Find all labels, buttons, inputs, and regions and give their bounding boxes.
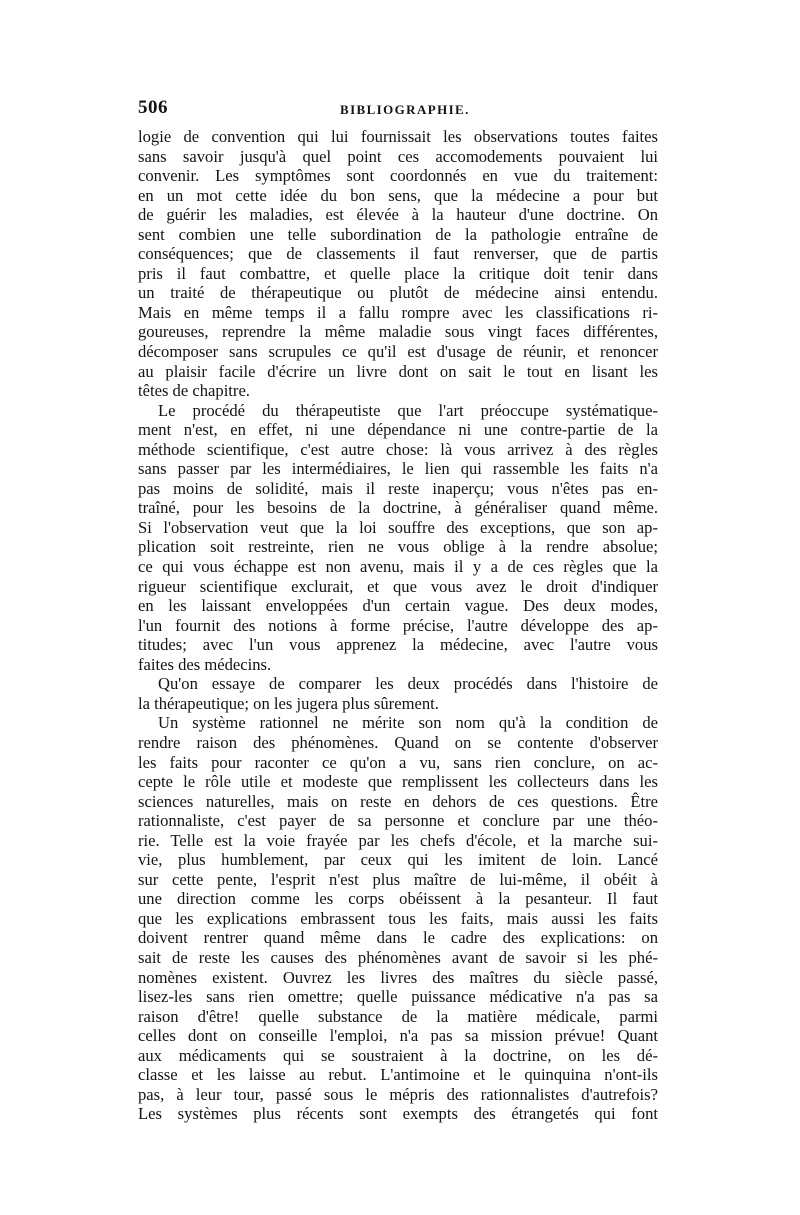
running-head: BIBLIOGRAPHIE.: [340, 102, 470, 117]
text-line: sur cette pente, l'esprit n'est plus maître de lui-même, il obéit à: [138, 869, 658, 889]
text-line: doivent rentrer quand même dans le cadre des explications: on: [138, 928, 658, 948]
text-line: sciences naturelles, mais on reste en dehors de ces questions. Être: [138, 791, 658, 811]
text-line: classe et les laisse au rebut. L'antimoine et le quinquina n'ont-ils: [138, 1065, 658, 1085]
text-line: nomènes existent. Ouvrez les livres des maîtres du siècle passé,: [138, 967, 658, 987]
text-line: Mais en même temps il a fallu rompre avec les classifications ri-: [138, 302, 658, 322]
text-line: ment n'est, en effet, ni une dépendance ni une contre-partie de la: [138, 420, 658, 440]
text-line: faites des médecins.: [138, 654, 272, 674]
text-line: que les explications embrassent tous les faits, mais aussi les faits: [138, 908, 658, 928]
text-line: rationnaliste, c'est payer de sa personne et conclure par une théo-: [138, 811, 658, 831]
text-line: Les systèmes plus récents sont exempts des étrangetés qui font: [138, 1104, 658, 1124]
text-line: en les laissant enveloppées d'un certain vague. Des deux modes,: [138, 596, 658, 616]
text-line: de guérir les maladies, est élevée à la hauteur d'une doctrine. On: [138, 205, 658, 225]
text-line: celles dont on conseille l'emploi, n'a pas sa mission prévue! Quant: [138, 1026, 658, 1046]
text-line: une direction comme les corps obéissent à la pesanteur. Il faut: [138, 889, 658, 909]
text-line: sait de reste les causes des phénomènes avant de savoir si les phé-: [138, 947, 658, 967]
text-line: sent combien une telle subordination de la pathologie entraîne de: [138, 224, 658, 244]
text-line: têtes de chapitre.: [138, 381, 250, 401]
text-line: les faits pour raconter ce qu'on a vu, sans rien conclure, on ac-: [138, 752, 658, 772]
text-line: plication soit restreinte, rien ne vous oblige à la rendre absolue;: [138, 537, 658, 557]
text-line: ce qui vous échappe est non avenu, mais il y a de ces règles que la: [138, 557, 658, 577]
text-line: sans passer par les intermédiaires, le lien qui rassemble les faits n'a: [138, 459, 658, 479]
text-line: traîné, pour les besoins de la doctrine, à généraliser quand même.: [138, 498, 658, 518]
text-line: logie de convention qui lui fournissait les observations toutes faites: [138, 127, 658, 146]
text-line: aux médicaments qui se soustraient à la doctrine, on les dé-: [138, 1045, 658, 1065]
text-line: pas, à leur tour, passé sous le mépris des rationnalistes d'autrefois?: [138, 1084, 658, 1104]
text-line: raison d'être! quelle substance de la matière médicale, parmi: [138, 1006, 658, 1026]
text-line: pas moins de solidité, mais il reste inaperçu; vous n'êtes pas en-: [138, 478, 658, 498]
text-line: l'un fournit des notions à forme précise, l'autre développe des ap-: [138, 615, 658, 635]
text-line: rendre raison des phénomènes. Quand on se contente d'observer: [138, 732, 658, 752]
text-line: décomposer sans scrupules ce qu'il est d'usage de réunir, et renoncer: [138, 342, 658, 362]
text-line: Qu'on essaye de comparer les deux procédés dans l'histoire de: [158, 674, 658, 694]
text-line: sans savoir jusqu'à quel point ces accomodements pouvaient lui: [138, 146, 658, 166]
text-line: pris il faut combattre, et quelle place la critique doit tenir dans: [138, 263, 658, 283]
page-header: [138, 97, 658, 123]
text-line: méthode scientifique, c'est autre chose: là vous arrivez à des règles: [138, 439, 658, 459]
text-line: rigueur scientifique exclurait, et que vous avez le droit d'indiquer: [138, 576, 658, 596]
book-page: [138, 97, 658, 1124]
text-line: rie. Telle est la voie frayée par les chefs d'école, et la marche sui-: [138, 830, 658, 850]
text-line: la thérapeutique; on les jugera plus sûrement.: [138, 693, 439, 713]
text-line: cepte le rôle utile et modeste que remplissent les collecteurs dans les: [138, 772, 658, 792]
text-line: Un système rationnel ne mérite son nom qu'à la condition de: [158, 713, 658, 733]
text-line: conséquences; que de classements il faut renverser, que de partis: [138, 244, 658, 264]
text-line: convenir. Les symptômes sont coordonnés en vue du traitement:: [138, 166, 658, 186]
text-line: titudes; avec l'un vous apprenez la médecine, avec l'autre vous: [138, 635, 658, 655]
text-line: un traité de thérapeutique ou plutôt de médecine ainsi entendu.: [138, 283, 658, 303]
text-line: au plaisir facile d'écrire un livre dont on sait le tout en lisant les: [138, 361, 658, 381]
body-text: [138, 127, 658, 1124]
text-line: vie, plus humblement, par ceux qui les imitent de loin. Lancé: [138, 850, 658, 870]
page-number: 506: [138, 97, 168, 118]
text-line: Le procédé du thérapeutiste que l'art préoccupe systématique-: [158, 400, 658, 420]
text-line: Si l'observation veut que la loi souffre des exceptions, que son ap-: [138, 517, 658, 537]
text-line: lisez-les sans rien omettre; quelle puissance médicative n'a pas sa: [138, 987, 658, 1007]
text-line: en un mot cette idée du bon sens, que la médecine a pour but: [138, 185, 658, 205]
text-line: goureuses, reprendre la même maladie sous vingt faces différentes,: [138, 322, 658, 342]
